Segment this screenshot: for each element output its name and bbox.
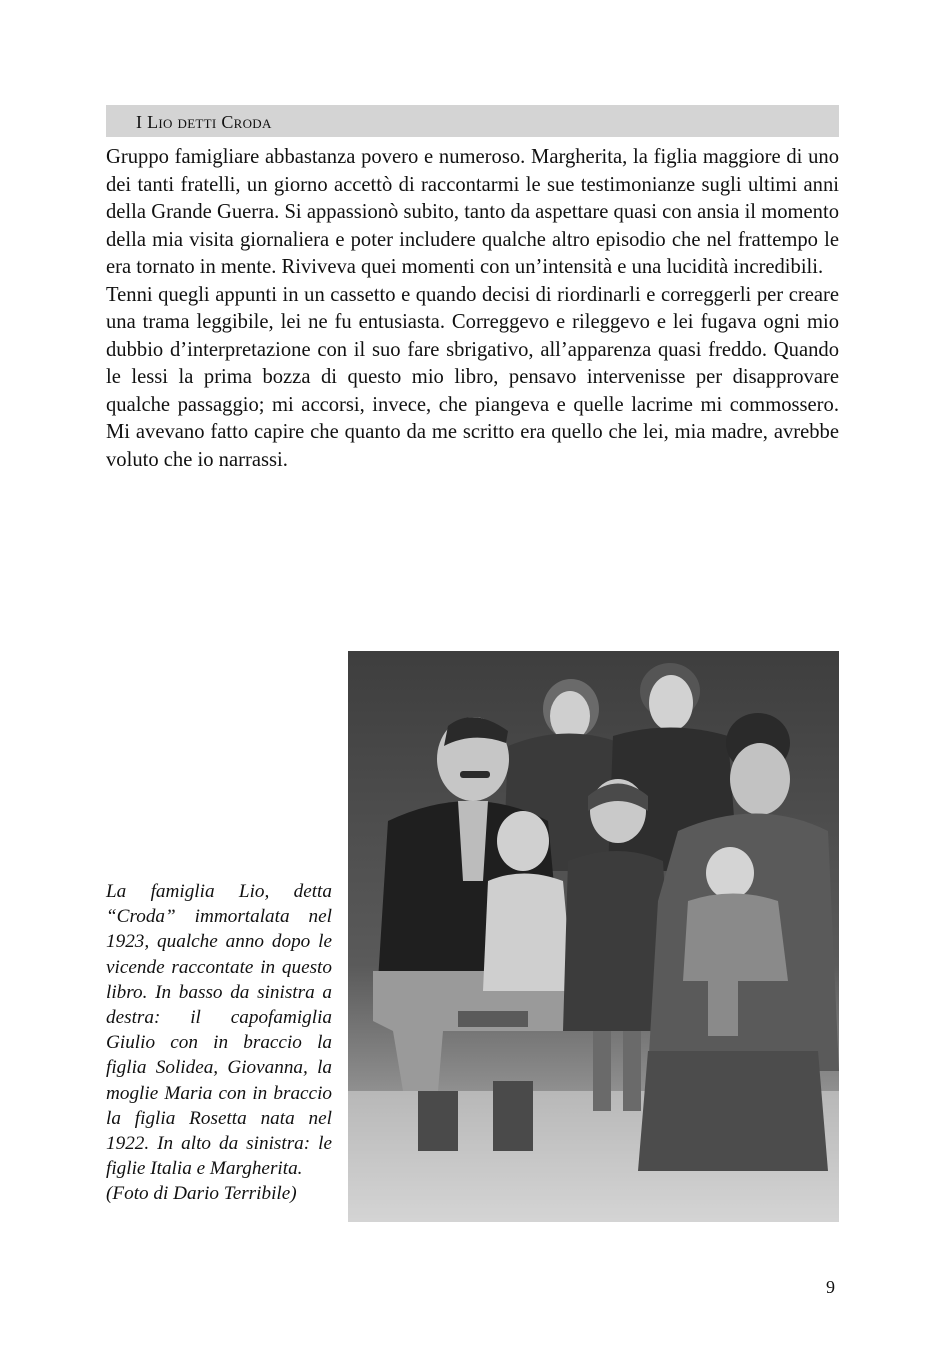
caption-text: La famiglia Lio, detta “Croda” immortalata nel 1923, qualche anno dopo le vicende raccontate in questo libro. In basso da sinistra a destra: il capofamiglia Giulio con in braccio la figlia Solidea, Giovanna, la moglie Maria con in braccio la figlia Rosetta nata nel 1922. In alto da sinistra: le figlie Italia e Margherita. bbox=[106, 881, 332, 1180]
paragraph-1: Gruppo famigliare abbastanza povero e numeroso. Margherita, la figlia maggiore di uno dei tanti fratelli, un giorno accettò di raccontarmi le sue testimonianze sugli ultimi anni della Grande Guerra. Si appassionò subito, tanto da aspettare quasi con ansia il momento della mia visita giornaliera e poter includere qualche altro episodio che nel frattempo le era tornato in mente. Riviveva quei momenti con un’intensità e una lucidità incredibili. bbox=[106, 146, 839, 278]
paragraph-2: Tenni quegli appunti in un cassetto e quando decisi di riordinarli e correggerli per creare una trama leggibile, lei ne fu entusiasta. Correggevo e rileggevo e lei fugava ogni mio dubbio d’interpretazione con il suo fare sbrigativo, all’apparenza quasi freddo. Quando le lessi la prima bozza di questo mio libro, pensavo intervenisse per disapprovare qualche passaggio; mi accorsi, invece, che piangeva e quelle lacrime mi commossero. Mi avevano fatto capire che quanto da me scritto era quello che lei, mia madre, avrebbe voluto che io narrassi. bbox=[106, 283, 839, 471]
photo-caption bbox=[106, 879, 332, 1207]
section-header bbox=[106, 105, 839, 137]
section-title: I Lio detti Croda bbox=[136, 112, 272, 132]
family-photo-icon bbox=[348, 651, 839, 1222]
page-number: 9 bbox=[826, 1277, 835, 1297]
photo-credit: (Foto di Dario Terribile) bbox=[106, 1183, 297, 1205]
body-text bbox=[106, 144, 839, 474]
